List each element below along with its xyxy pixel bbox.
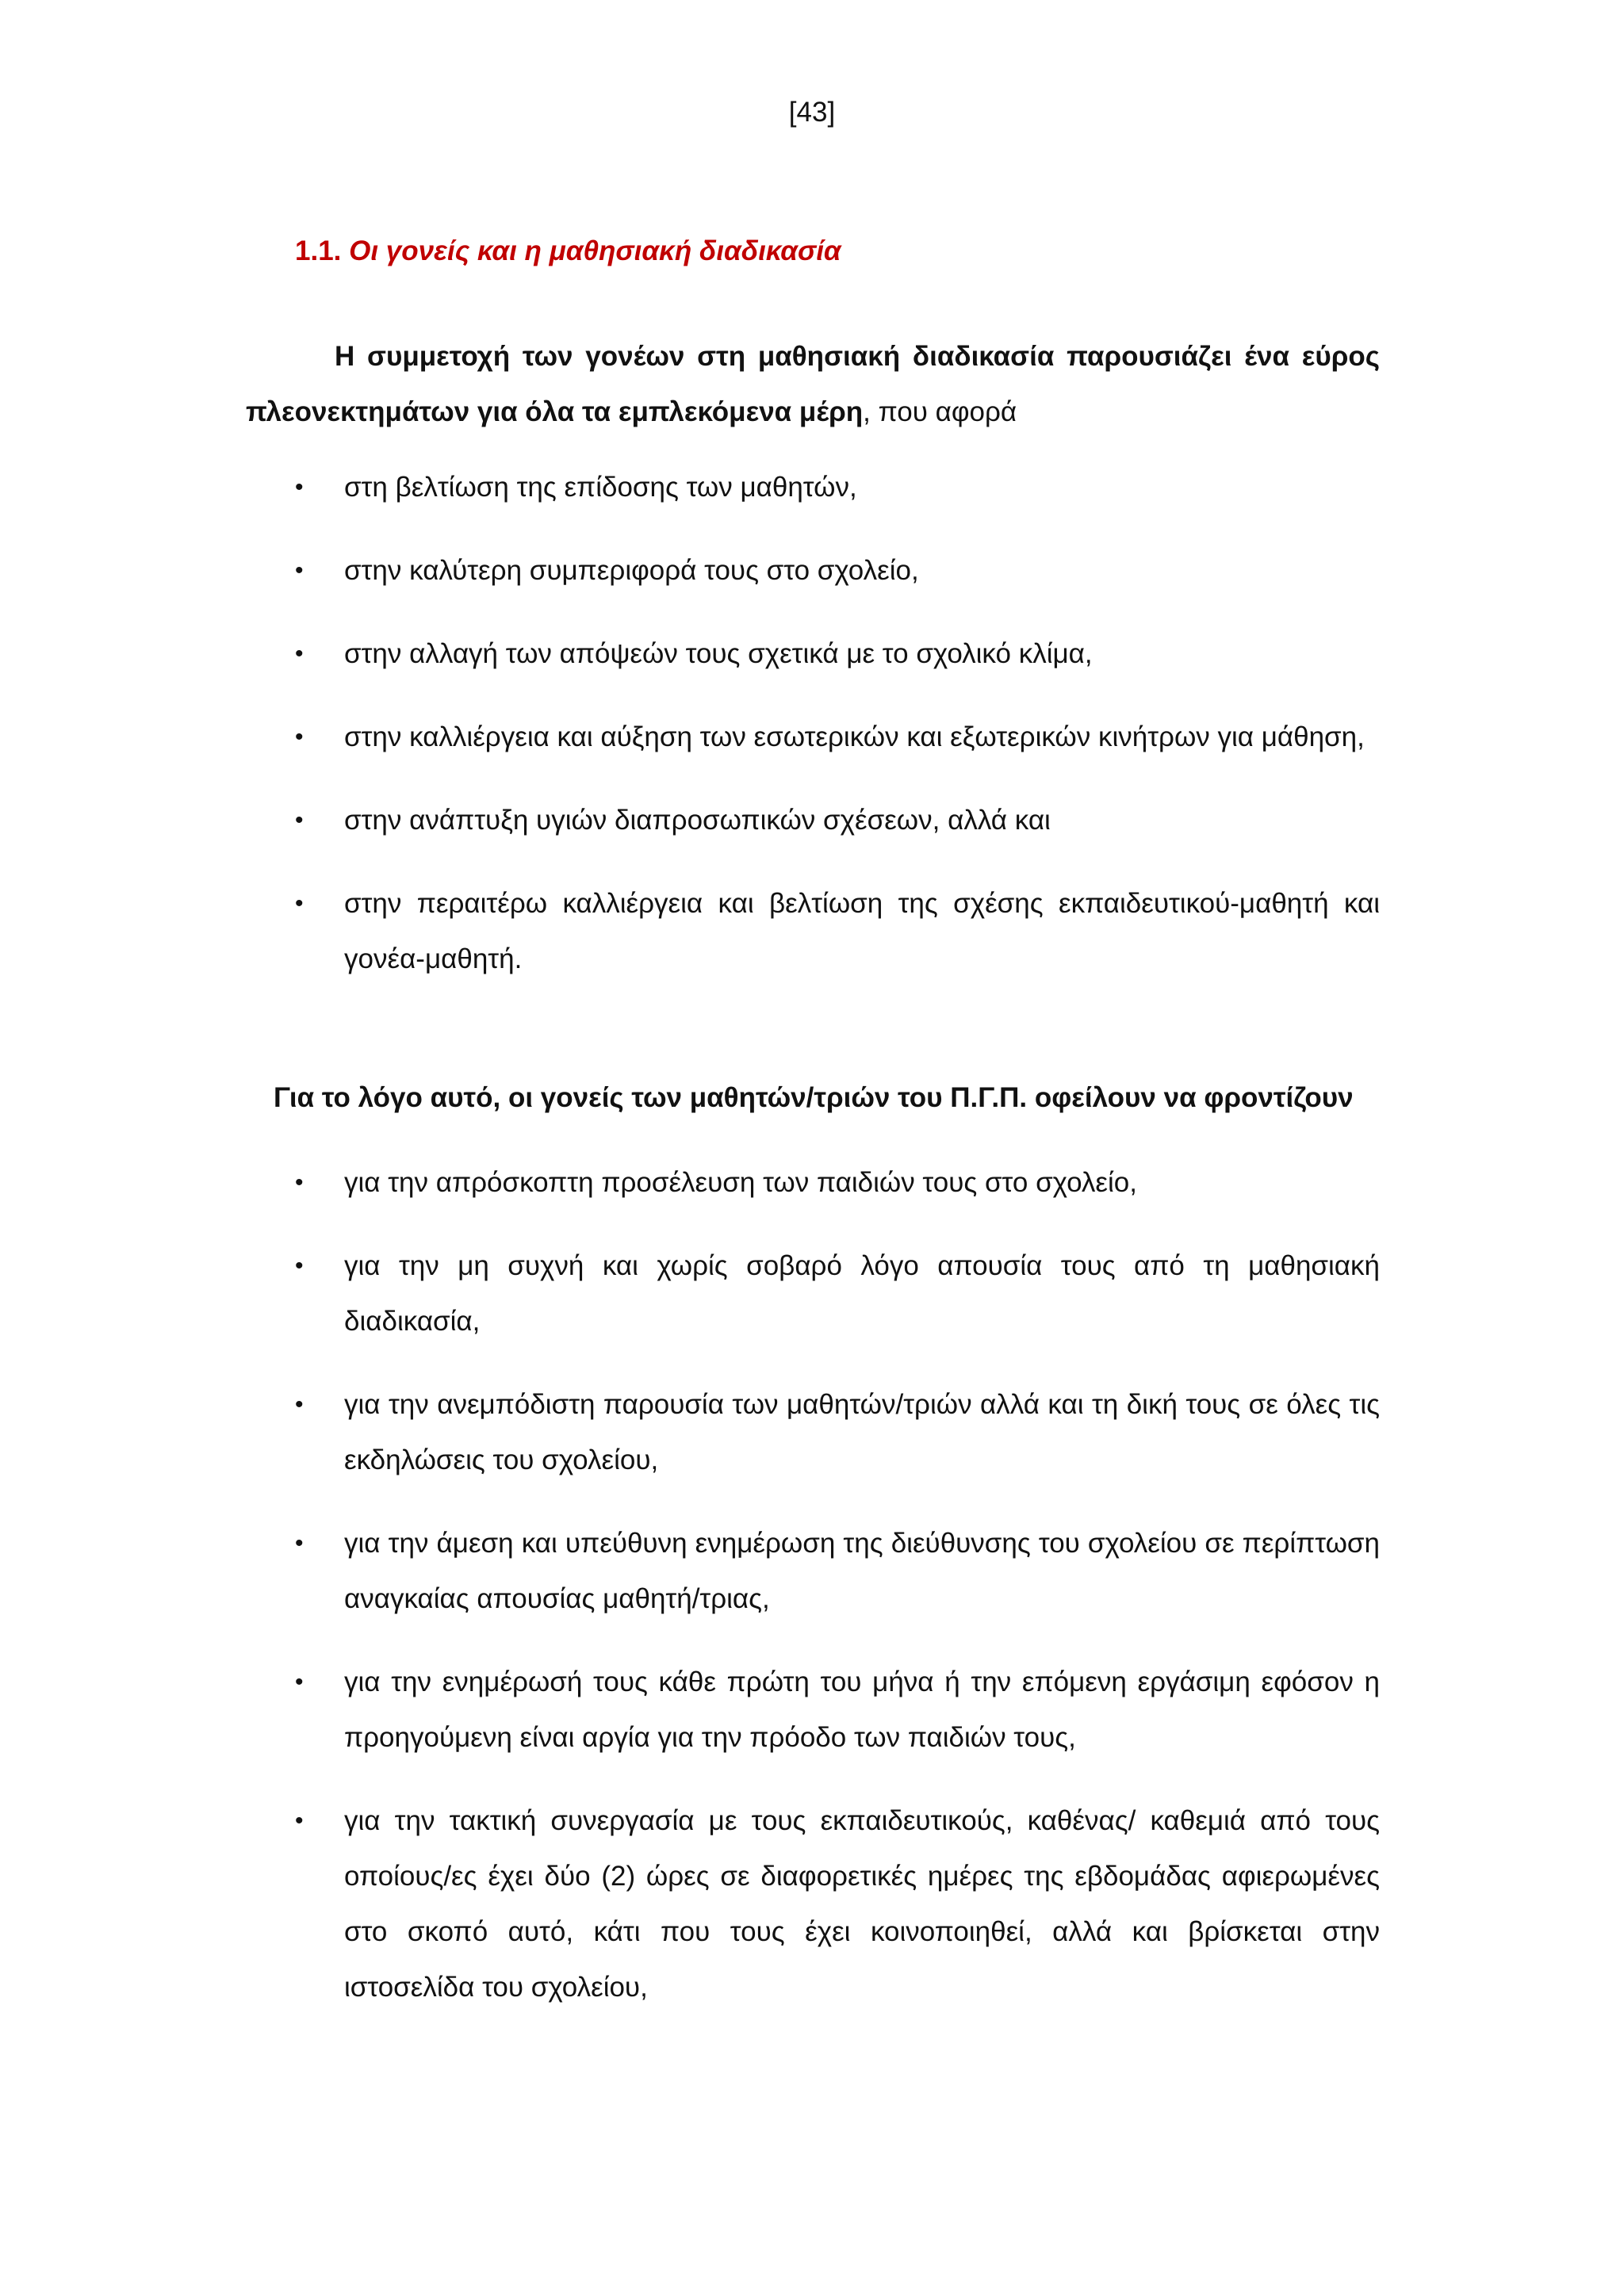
list-item xyxy=(295,793,1380,848)
list-item-text: στην καλύτερη συμπεριφορά τους στο σχολείο, xyxy=(344,555,919,586)
list-item-text: για την μη συχνή και χωρίς σοβαρό λόγο απουσία τους από τη μαθησιακή διαδικασία, xyxy=(344,1250,1380,1337)
section-title: Οι γονείς και η μαθησιακή διαδικασία xyxy=(349,235,841,266)
bullet-icon: • xyxy=(295,1669,304,1695)
bullet-icon: • xyxy=(295,1391,304,1418)
list-item-text: για την ανεμπόδιστη παρουσία των μαθητών/τριών αλλά και τη δική τους σε όλες τις εκδηλώσεις του σχολείου, xyxy=(344,1389,1380,1475)
bullet-icon: • xyxy=(295,724,304,750)
section-number: 1.1. xyxy=(295,235,342,266)
page-number: [43] xyxy=(788,97,836,128)
list-item xyxy=(295,626,1380,682)
list-item xyxy=(295,876,1380,987)
list-item-text: για την ενημέρωσή τους κάθε πρώτη του μήνα ή την επόμενη εργάσιμη εφόσον η προηγούμενη είναι αργία για την πρόοδο των παιδιών τους, xyxy=(344,1667,1380,1753)
list-item-text: για την τακτική συνεργασία με τους εκπαιδευτικούς, καθένας/ καθεμιά από τους οποίους/ες έχει δύο (2) ώρες σε διαφορετικές ημέρες της εβδομάδας αφιερωμένες στο σκοπό αυτό, κάτι που τους έχει κοινοποιηθεί, αλλά και βρίσκεται στην ιστοσελίδα του σχολείου, xyxy=(344,1805,1380,2003)
list-item xyxy=(295,1793,1380,2015)
list-item xyxy=(295,1655,1380,1766)
bullet-icon: • xyxy=(295,1808,304,1834)
list-item xyxy=(295,460,1380,515)
bullet-icon: • xyxy=(295,1169,304,1196)
bullet-icon: • xyxy=(295,1253,304,1279)
bullet-icon: • xyxy=(295,890,304,916)
list-item xyxy=(295,1377,1380,1488)
bullet-icon: • xyxy=(295,807,304,833)
list-item xyxy=(295,710,1380,765)
list-item-text: στην περαιτέρω καλλιέργεια και βελτίωση της σχέσης εκπαιδευτικού-μαθητή και γονέα-μαθητή. xyxy=(344,888,1380,974)
list-item-text: στην καλλιέργεια και αύξηση των εσωτερικών και εξωτερικών κινήτρων για μάθηση, xyxy=(344,721,1365,752)
obligations-heading: Για το λόγο αυτό, οι γονείς των μαθητών/τριών του Π.Γ.Π. οφείλουν να φροντίζουν xyxy=(274,1082,1354,1113)
bullet-icon: • xyxy=(295,641,304,667)
list-item xyxy=(295,543,1380,599)
list-item xyxy=(295,1238,1380,1349)
list-item-text: στην αλλαγή των απόψεών τους σχετικά με το σχολικό κλίμα, xyxy=(344,638,1093,669)
list-item-text: στη βελτίωση της επίδοσης των μαθητών, xyxy=(344,472,857,503)
bullet-icon: • xyxy=(295,1530,304,1556)
benefits-list xyxy=(295,460,1380,1015)
bullet-icon: • xyxy=(295,557,304,584)
list-item-text: για την απρόσκοπτη προσέλευση των παιδιών τους στο σχολείο, xyxy=(344,1167,1137,1198)
list-item xyxy=(295,1155,1380,1211)
bullet-icon: • xyxy=(295,474,304,500)
section-heading xyxy=(295,235,841,267)
intro-paragraph xyxy=(246,329,1380,440)
intro-rest-text: , που αφορά xyxy=(863,396,1017,427)
obligations-list xyxy=(295,1155,1380,2043)
intro-bold-text: Η συμμετοχή των γονέων στη μαθησιακή διαδικασία παρουσιάζει ένα εύρος πλεονεκτημάτων για όλα τα εμπλεκόμενα μέρη xyxy=(246,341,1380,427)
list-item-text: στην ανάπτυξη υγιών διαπροσωπικών σχέσεων, αλλά και xyxy=(344,805,1051,836)
list-item xyxy=(295,1516,1380,1627)
list-item-text: για την άμεση και υπεύθυνη ενημέρωση της διεύθυνσης του σχολείου σε περίπτωση αναγκαίας απουσίας μαθητή/τριας, xyxy=(344,1528,1380,1614)
